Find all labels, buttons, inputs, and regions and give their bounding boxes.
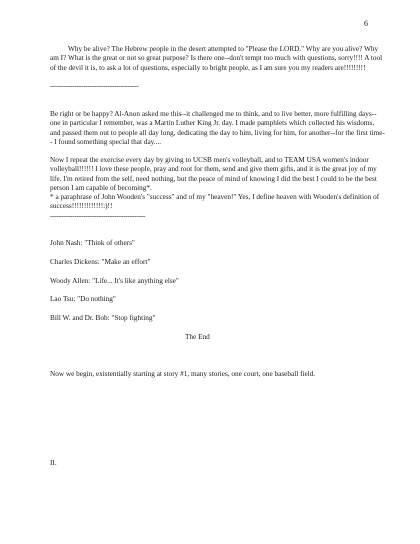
section-heading-two: II.: [50, 459, 57, 467]
paragraph-repeat-exercise: Now I repeat the exercise every day by giving to UCSB men's volleyball, and to TEAM USA women's indoor volleyball!!!!!! I love these people, pray and root for them, send and give them gifts, and it is the great joy of my life. I'm retired from the self, need nothing, but the peace of mind of knowing I did the best I could to be the best person I am capable of becoming*.: [50, 156, 377, 193]
paragraph-new-beginning: Now we begin, existentially starting at story #1, many stories, one court, one baseball field.: [50, 370, 316, 378]
quote-charles-dickens: Charles Dickens: "Make an effort": [50, 258, 151, 266]
separator-rule: -------------------------------------------: [50, 212, 146, 220]
paragraph-why-be-alive: Why be alive? The Hebrew people in the desert attempted to "Please the LORD." Why are you alive? Why am I? What is the great or not so great purpose? Is there one--don't tempt too much with questions, sorry!!!! A tool of the devil it is, to ask a lot of questions, especially to bright people, as I am sure you my readers are!!!!!!!!!: [50, 45, 383, 72]
quote-lao-tsu: Lao Tsu: "Do nothing": [50, 295, 116, 303]
the-end-heading: The End: [185, 333, 210, 341]
page-number: 6: [364, 19, 368, 28]
separator-rule: ----------------------------------------: [50, 82, 139, 90]
quote-woody-allen: Woody Allen: "Life... It's like anything else": [50, 277, 179, 285]
quote-bill-w: Bill W. and Dr. Bob: "Stop fighting": [50, 314, 156, 322]
paragraph-footnote: * a paraphrase of John Wooden's "success" and of my "heaven!" Yes, I define heaven with Wooden's definition of success!!!!!!!!!!!!!:)!!: [50, 193, 380, 211]
paragraph-right-or-happy: Be right or be happy? Al-Anon asked me this--it challenged me to think, and to live better, more fulfilling days--one in particular I remember, was a Martin Luther King Jr. day. I made pamphlets which collected his wisdoms, and passed them out to people all day long, dedicating the day to him, living for him, for another--for the first time-- I found something special that day....: [50, 110, 385, 147]
quote-john-nash: John Nash: "Think of others": [50, 239, 135, 247]
